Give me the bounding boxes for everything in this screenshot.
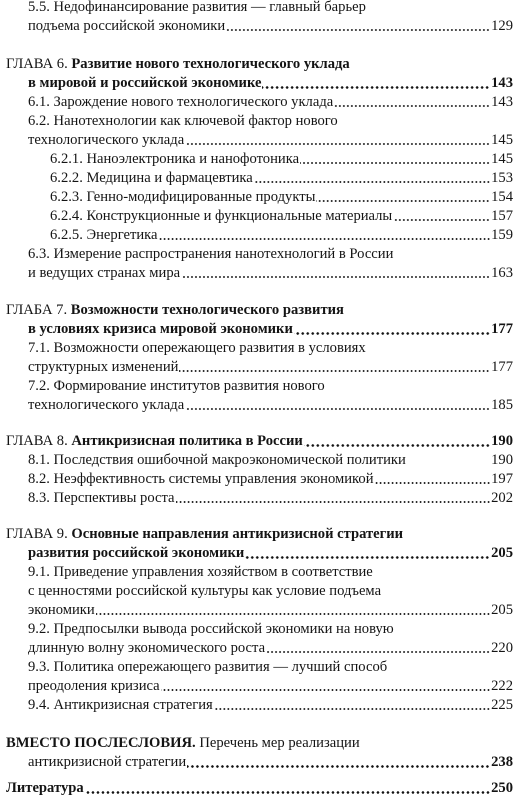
entry-line: экономики <box>28 602 95 618</box>
page-number: 190 <box>491 452 513 468</box>
page-number: 222 <box>491 678 513 694</box>
toc-entry-8-3 <box>28 489 513 508</box>
dot-leader <box>176 500 491 504</box>
page-number: 197 <box>491 471 513 487</box>
page-number: 145 <box>491 151 513 167</box>
dot-leader <box>187 764 490 769</box>
page-number: 163 <box>491 265 513 281</box>
dot-leader <box>179 369 490 373</box>
chapter-label: ГЛАВА 8. <box>6 433 72 449</box>
dot-leader <box>159 237 491 241</box>
toc-entry-6-2-1 <box>50 150 513 169</box>
dot-leader <box>226 28 490 32</box>
entry-line: 7.2. Формирование институтов развития нового <box>28 378 325 394</box>
toc-entry-6-2-3 <box>50 188 513 207</box>
dot-leader <box>294 331 490 336</box>
dot-leader <box>393 218 490 222</box>
page-number: 177 <box>491 359 513 375</box>
dot-leader <box>334 104 490 108</box>
page-number: 250 <box>491 780 513 796</box>
entry-line: подъема российской экономики <box>28 18 226 34</box>
dot-leader <box>181 275 490 279</box>
chapter-title: развития российской экономики <box>28 545 245 561</box>
entry-line: 6.1. Зарождение нового технологического уклада <box>28 94 334 110</box>
entry-line: структурных изменений <box>28 359 179 375</box>
entry-line: Перечень мер реализации <box>199 735 360 751</box>
chapter-label: ГЛАВА 9. <box>6 526 72 542</box>
page-number: 145 <box>491 132 513 148</box>
toc-entry-8-2 <box>28 470 513 489</box>
entry-line: 6.3. Измерение распространения нанотехнологий в России <box>28 246 394 262</box>
dot-leader <box>96 612 490 616</box>
dot-leader <box>161 688 490 692</box>
entry-line: 8.2. Неэффективность системы управления экономикой <box>28 471 374 487</box>
entry-line: 5.5. Недофинансирование развития — главный барьер <box>28 0 366 15</box>
page-number: 159 <box>491 227 513 243</box>
entry-line: 6.2.1. Наноэлектроника и нанофотоника <box>50 151 300 167</box>
toc-entry-9-4 <box>28 696 513 715</box>
entry-line: 6.2.5. Энергетика <box>50 227 158 243</box>
entry-line: технологического уклада <box>28 397 185 413</box>
entry-line: 6.2. Нанотехнологии как ключевой фактор нового <box>28 113 338 129</box>
entry-line: 9.3. Политика опережающего развития — лучший способ <box>28 659 388 675</box>
chapter-title: Развитие нового технологического уклада <box>71 56 350 72</box>
page-number: 154 <box>491 189 513 205</box>
dot-leader <box>262 85 490 90</box>
entry-line: 9.4. Антикризисная стратегия <box>28 697 213 713</box>
page-number: 205 <box>491 545 513 561</box>
entry-line: 6.2.3. Генно-модифицированные продукты <box>50 189 316 205</box>
toc-entry-6-2-5 <box>50 226 513 245</box>
dot-leader <box>185 142 490 146</box>
toc-entry-8-1 <box>28 451 513 470</box>
entry-line: технологического уклада <box>28 132 185 148</box>
entry-line: 6.2.2. Медицина и фармацевтика <box>50 170 253 186</box>
page-number: 177 <box>491 321 513 337</box>
entry-line: с ценностями российской культуры как условие подъема <box>28 583 382 599</box>
entry-line: 9.2. Предпосылки вывода российской экономики на новую <box>28 621 394 637</box>
page-number: 143 <box>491 75 513 91</box>
page-number: 185 <box>491 397 513 413</box>
toc-entry-6-1 <box>28 93 513 112</box>
dot-leader <box>316 199 490 203</box>
page-number: 220 <box>491 640 513 656</box>
dot-leader <box>214 707 490 711</box>
entry-line: 7.1. Возможности опережающего развития в условиях <box>28 340 366 356</box>
dot-leader <box>375 481 491 485</box>
page-number: 225 <box>491 697 513 713</box>
entry-line: 6.2.4. Конструкционные и функциональные материалы <box>50 208 393 224</box>
page-number: 202 <box>491 490 513 506</box>
entry-line: 8.1. Последствия ошибочной макроэкономической политики <box>28 452 406 468</box>
chapter-title: Антикризисная политика в России <box>71 433 303 449</box>
entry-line: преодоления кризиса <box>28 678 160 694</box>
literature-heading <box>6 779 513 798</box>
dot-leader <box>254 180 490 184</box>
entry-line: 9.1. Приведение управления хозяйством в соответствие <box>28 564 373 580</box>
page-number: 190 <box>491 433 513 449</box>
dot-leader <box>407 462 490 466</box>
entry-line: 8.3. Перспективы роста <box>28 490 175 506</box>
dot-leader <box>245 555 490 560</box>
chapter-8-heading <box>6 432 513 451</box>
chapter-label: ГЛАБА 7. <box>6 302 71 318</box>
dot-leader <box>85 790 490 795</box>
page-number: 143 <box>491 94 513 110</box>
entry-line: антикризисной стратегии <box>28 754 187 770</box>
page-number: 205 <box>491 602 513 618</box>
chapter-label: ГЛАВА 6. <box>6 56 72 72</box>
dot-leader <box>266 650 490 654</box>
page-number: 157 <box>491 208 513 224</box>
dot-leader <box>300 161 490 165</box>
chapter-title: в условиях кризиса мировой экономики <box>28 321 293 337</box>
dot-leader <box>185 407 490 411</box>
entry-line: длинную волну экономического роста <box>28 640 266 656</box>
toc-entry-6-2-2 <box>50 169 513 188</box>
page-number: 238 <box>491 754 513 770</box>
afterword-label: ВМЕСТО ПОСЛЕСЛОВИЯ. <box>6 735 200 751</box>
dot-leader <box>304 443 490 448</box>
chapter-title: Возможности технологического развития <box>70 302 344 318</box>
chapter-title: Основные направления антикризисной стратегии <box>71 526 404 542</box>
page-number: 129 <box>491 18 513 34</box>
entry-line: Литература <box>6 780 84 796</box>
toc-entry-6-2-4 <box>50 207 513 226</box>
entry-line: и ведущих странах мира <box>28 265 181 281</box>
page-number: 153 <box>491 170 513 186</box>
chapter-title: в мировой и российской экономике <box>28 75 262 91</box>
